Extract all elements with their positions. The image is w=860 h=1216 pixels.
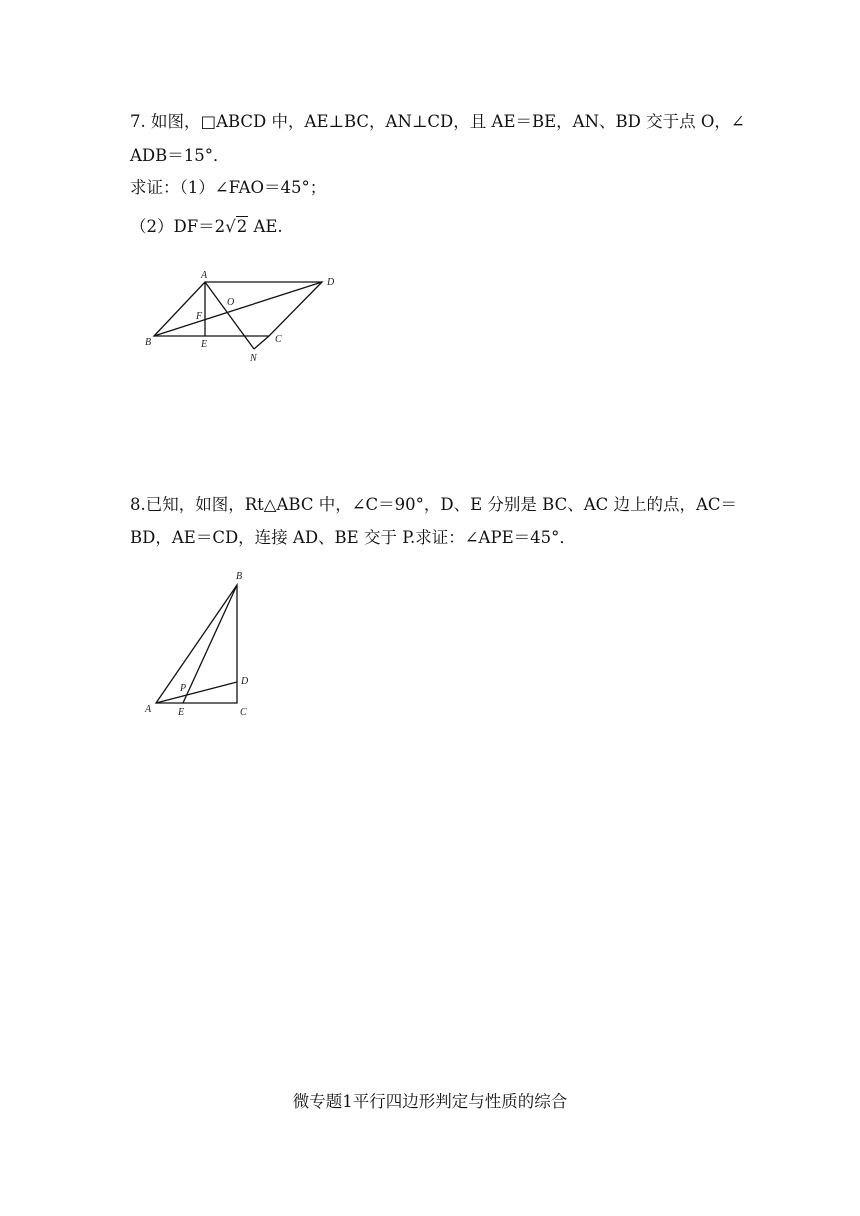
sqrt-radicand: 2 (236, 217, 248, 236)
label-b: B (145, 337, 152, 348)
problem8-line1: 8.已知，如图，Rt△ABC 中，∠C＝90°，D、E 分别是 BC、AC 边上的点，AC＝ (130, 495, 738, 514)
label-c: C (275, 334, 282, 345)
problem7-line2: ADB＝15°． (130, 146, 230, 165)
label-c: C (240, 707, 247, 718)
sqrt-symbol: √2 (225, 217, 248, 236)
problem7-line1: 7. 如图，□ABCD 中，AE⊥BC，AN⊥CD，且 AE＝BE，AN、BD 交于点 O，∠ (130, 112, 745, 131)
segment-an (205, 282, 254, 349)
label-n: N (250, 353, 257, 364)
label-a: A (145, 704, 152, 715)
problem7-line4-prefix: （2）DF＝2 (130, 217, 226, 236)
problem8-line2: BD，AE＝CD，连接 AD、BE 交于 P.求证：∠APE＝45°． (130, 528, 576, 547)
figure-parallelogram (140, 265, 350, 370)
label-o: O (227, 297, 235, 308)
figure-right-triangle (140, 565, 260, 720)
label-e: E (178, 707, 185, 718)
label-a: A (201, 270, 208, 281)
segment-cn (254, 336, 269, 349)
problem7-line4 (130, 216, 283, 238)
problem7-line4-suffix: AE. (248, 217, 283, 236)
segment-be (183, 585, 237, 703)
footer-title: 微专题1平行四边形判定与性质的综合 (292, 1092, 568, 1111)
label-d: D (241, 676, 249, 687)
problem7-line3: 求证：（1）∠FAO＝45°； (130, 178, 327, 197)
label-d: D (327, 277, 335, 288)
label-e: E (201, 339, 208, 350)
label-b: B (236, 571, 243, 582)
label-f: F (196, 311, 203, 322)
label-p: P (180, 683, 187, 694)
